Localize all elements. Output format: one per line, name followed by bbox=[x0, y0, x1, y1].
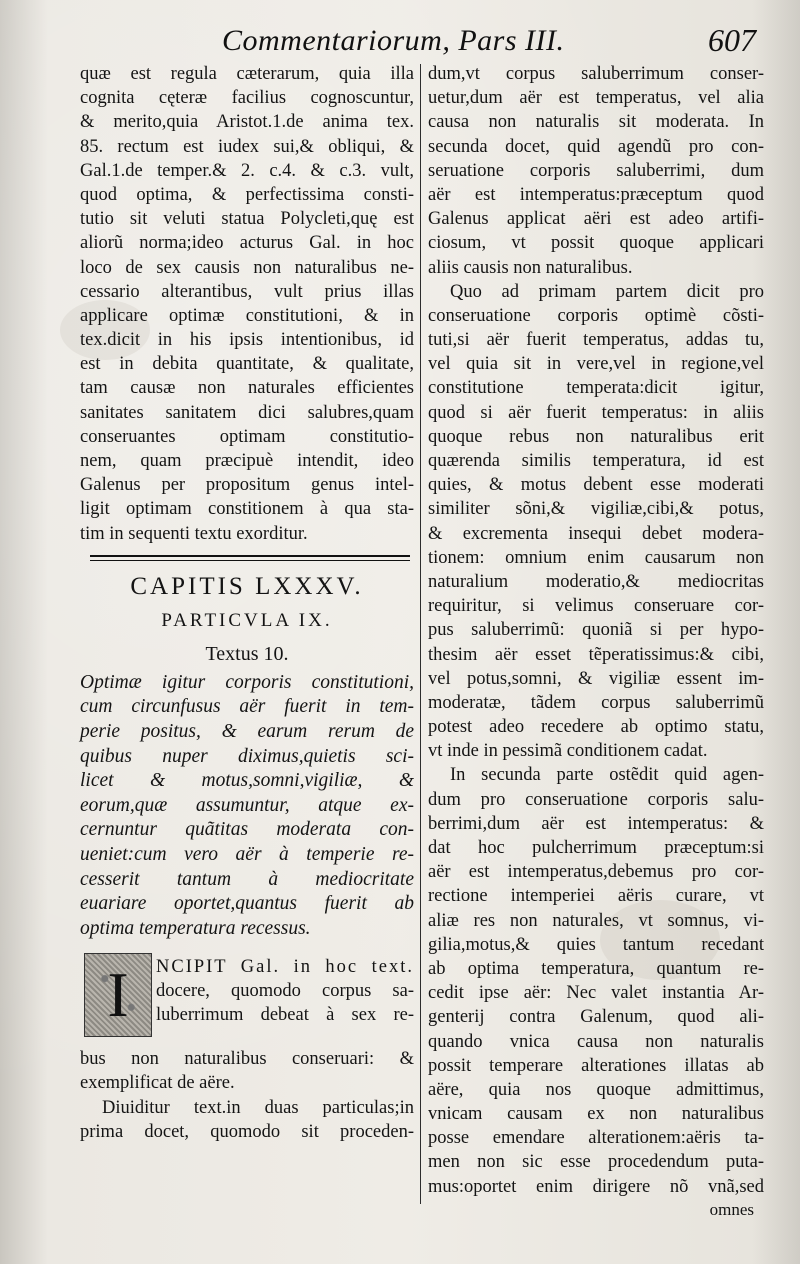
galen-text-quote bbox=[80, 671, 414, 942]
text-line: rectione intemperiei aëris curare, vt bbox=[428, 886, 764, 907]
text-line: thesim aër esset tẽperatissimus:& cibi, bbox=[428, 644, 764, 665]
text-line: requiritur, si velimus conseruare cor- bbox=[428, 596, 764, 617]
textus-heading: Textus 10. bbox=[205, 642, 289, 665]
quote-line: Optimæ igitur corporis constitutioni, bbox=[80, 671, 414, 693]
text-line: mus:oportet enim dirigere nõ vnã,sed bbox=[428, 1176, 764, 1197]
quote-line: quibus nuper diximus,quietis sci- bbox=[80, 745, 414, 767]
text-line: tuti,si aër fuerit temperatus, addas tu, bbox=[428, 330, 764, 351]
commentary-paragraph bbox=[80, 1047, 414, 1144]
drop-line: NCIPIT Gal. in hoc text. bbox=[156, 957, 414, 978]
text-line: quærenda similis temperatura, id est bbox=[428, 451, 764, 471]
quote-line: perie positus, & earum rerum de bbox=[80, 720, 414, 742]
text-line: nem, quam præcipuè intendit, ideo bbox=[80, 451, 414, 471]
text-line: tionem: omnium enim causarum non bbox=[428, 547, 764, 568]
text-line: ciosum, vt possit quoque applicari bbox=[428, 233, 764, 254]
quote-line: cesserit tantum à mediocritate bbox=[80, 868, 414, 890]
drop-line: luberrimum debeat à sex re- bbox=[156, 1005, 414, 1026]
text-line: ab optima temperatura, quantum re- bbox=[428, 958, 764, 979]
text-line: causa non naturalis sit moderata. In bbox=[428, 112, 764, 133]
text-line: aëre, quia nos quoque admittimus, bbox=[428, 1079, 764, 1100]
text-line: vt inde in pessimã conditionem cadat. bbox=[428, 741, 708, 762]
text-line: ligit optimam constitionem à qua sta- bbox=[80, 499, 414, 520]
text-line: est in debita quantitate, & qualitate, bbox=[80, 354, 414, 375]
text-line: exemplificat de aëre. bbox=[80, 1073, 235, 1094]
text-line: conseruatione corporis optimè cõsti- bbox=[428, 305, 764, 326]
text-line: naturalium moderatio,& mediocritas bbox=[428, 571, 764, 592]
drop-line: docere, quomodo corpus sa- bbox=[156, 981, 414, 1002]
text-line: quies, & motus debent esse moderati bbox=[428, 475, 764, 496]
quote-line: optima temperatura recessus. bbox=[80, 917, 311, 939]
text-line: prima docet, quomodo sit proceden- bbox=[80, 1121, 414, 1142]
text-line: pus saluberrimũ: quoniã si per hypo- bbox=[428, 620, 764, 641]
text-line: quoque rebus non naturalibus erit bbox=[428, 426, 764, 447]
text-line: tex.dicit in his ipsis intentionibus, id bbox=[80, 330, 414, 351]
text-line: aliorũ norma;ideo acturus Gal. in hoc bbox=[80, 233, 414, 254]
quote-line: licet & motus,somni,vigiliæ, & bbox=[80, 770, 414, 792]
text-line: cessario alterantibus, vult prius illas bbox=[80, 281, 414, 302]
text-line: Diuiditur text.in duas particulas;in bbox=[102, 1097, 414, 1118]
text-line: sanitates sanitatem dici salubres,quam bbox=[80, 402, 414, 423]
text-line: cedit ipse aër: Nec valet instantia Ar- bbox=[428, 983, 764, 1004]
text-line: posse emendare alterationem:aëris ta- bbox=[428, 1128, 764, 1149]
text-line: aliis causis non naturalibus. bbox=[428, 257, 633, 278]
page-number: 607 bbox=[708, 22, 756, 58]
text-line: berrimi,dum aër est intemperatus: & bbox=[428, 813, 764, 834]
ornamental-initial bbox=[84, 953, 152, 1037]
section-rule bbox=[90, 555, 410, 561]
text-line: aër est intemperatus:præceptum quod bbox=[428, 184, 764, 205]
left-column bbox=[80, 62, 414, 1144]
text-line: In secunda parte ostẽdit quid agen- bbox=[450, 765, 764, 786]
text-line: vnicam causam ex non naturalibus bbox=[428, 1104, 764, 1125]
commentary-paragraph bbox=[80, 62, 414, 546]
text-line: Galenus applicat aëri est adeo artifi- bbox=[428, 209, 764, 230]
text-line: aliæ res non naturales, vt somnus, vi- bbox=[428, 910, 764, 931]
drop-cap-paragraph bbox=[80, 949, 414, 1047]
quote-line: eorum,quæ assumuntur, atque ex- bbox=[80, 794, 414, 816]
text-line: Quo ad primam partem dicit pro bbox=[450, 281, 764, 302]
text-line: genterij contra Galenum, quod ali- bbox=[428, 1007, 764, 1028]
text-line: gilia,motus,& quies tantum recedant bbox=[428, 934, 764, 955]
quote-line: cernuntur quãtitas moderata con- bbox=[80, 819, 414, 841]
text-line: applicare optimæ constitutioni, & in bbox=[80, 305, 414, 326]
text-line: vel quia sit in vere,vel in regione,vel bbox=[428, 354, 764, 375]
text-line: uetur,dum aër est temperatus, vel alia bbox=[428, 88, 764, 109]
text-line: conseruantes optimam constitutio- bbox=[80, 426, 414, 447]
text-line: quando vnica causa non naturalis bbox=[428, 1031, 764, 1052]
quote-line: cum circunfusus aër fuerit in tem- bbox=[80, 696, 414, 718]
column-divider bbox=[420, 64, 421, 1204]
text-line: vel potus,somni, & vigiliæ essent im- bbox=[428, 668, 764, 689]
chapter-heading: CAPITIS LXXXV. bbox=[130, 572, 364, 600]
text-line: & excrementa insequi debet modera- bbox=[428, 523, 764, 544]
text-line: moderatæ, tãdem corpus saluberrimũ bbox=[428, 692, 764, 713]
text-line: secunda docet, quid agendũ pro con- bbox=[428, 136, 764, 157]
text-line: & merito,quia Aristot.1.de anima tex. bbox=[80, 112, 414, 133]
running-title: Commentariorum, Pars III. bbox=[222, 24, 565, 57]
text-line: 85. rectum est iudex sui,& obliqui, & bbox=[80, 136, 414, 157]
catchword: omnes bbox=[709, 1200, 754, 1219]
text-line: constitutione temperata:dicit igitur, bbox=[428, 378, 764, 399]
quote-line: ueniet:cum vero aër à temperie re- bbox=[80, 843, 414, 865]
text-line: dat hoc pulcherrimum præceptum:si bbox=[428, 838, 764, 858]
text-line: tam causæ non naturales efficientes bbox=[80, 378, 414, 399]
text-line: dum pro conseruatione corporis salu- bbox=[428, 789, 764, 810]
text-line: cognita cęteræ facilius cognoscuntur, bbox=[80, 88, 414, 109]
right-column bbox=[428, 62, 764, 1199]
text-line: potest adeo recedere ab optimo statu, bbox=[428, 717, 764, 738]
text-line: quod optima, & perfectissima consti- bbox=[80, 184, 414, 205]
quote-line: euariare oportet,quantus fuerit ab bbox=[80, 893, 414, 915]
text-line: bus non naturalibus conseruari: & bbox=[80, 1049, 414, 1070]
text-line: similiter sõni,& vigiliæ,cibi,& potus, bbox=[428, 499, 764, 520]
text-line: tim in sequenti textu exorditur. bbox=[80, 523, 308, 544]
text-line: quod si aër fuerit temperatus: in aliis bbox=[428, 402, 764, 423]
text-line: Galenus per propositum genus intel- bbox=[80, 475, 414, 496]
text-line: loco de sex causis non naturalibus ne- bbox=[80, 257, 414, 278]
running-header bbox=[0, 10, 800, 60]
text-line: men non sic esse procedendum puta- bbox=[428, 1152, 764, 1173]
text-line: tutio sit veluti statua Polycleti,quę est bbox=[80, 209, 414, 230]
particula-heading: PARTICVLA IX. bbox=[161, 609, 333, 631]
text-line: possit temperare alterationes illatas ab bbox=[428, 1055, 764, 1076]
drop-cap-letter: I bbox=[107, 959, 129, 1031]
text-line: quæ est regula cæterarum, quia illa bbox=[80, 64, 414, 84]
text-line: seruatione corporis saluberrimi, dum bbox=[428, 160, 764, 181]
text-line: dum,vt corpus saluberrimum conser- bbox=[428, 64, 764, 84]
text-line: Gal.1.de temper.& 2. c.4. & c.3. vult, bbox=[80, 160, 414, 181]
text-line: aër est intemperatus,debemus pro cor- bbox=[428, 862, 764, 883]
